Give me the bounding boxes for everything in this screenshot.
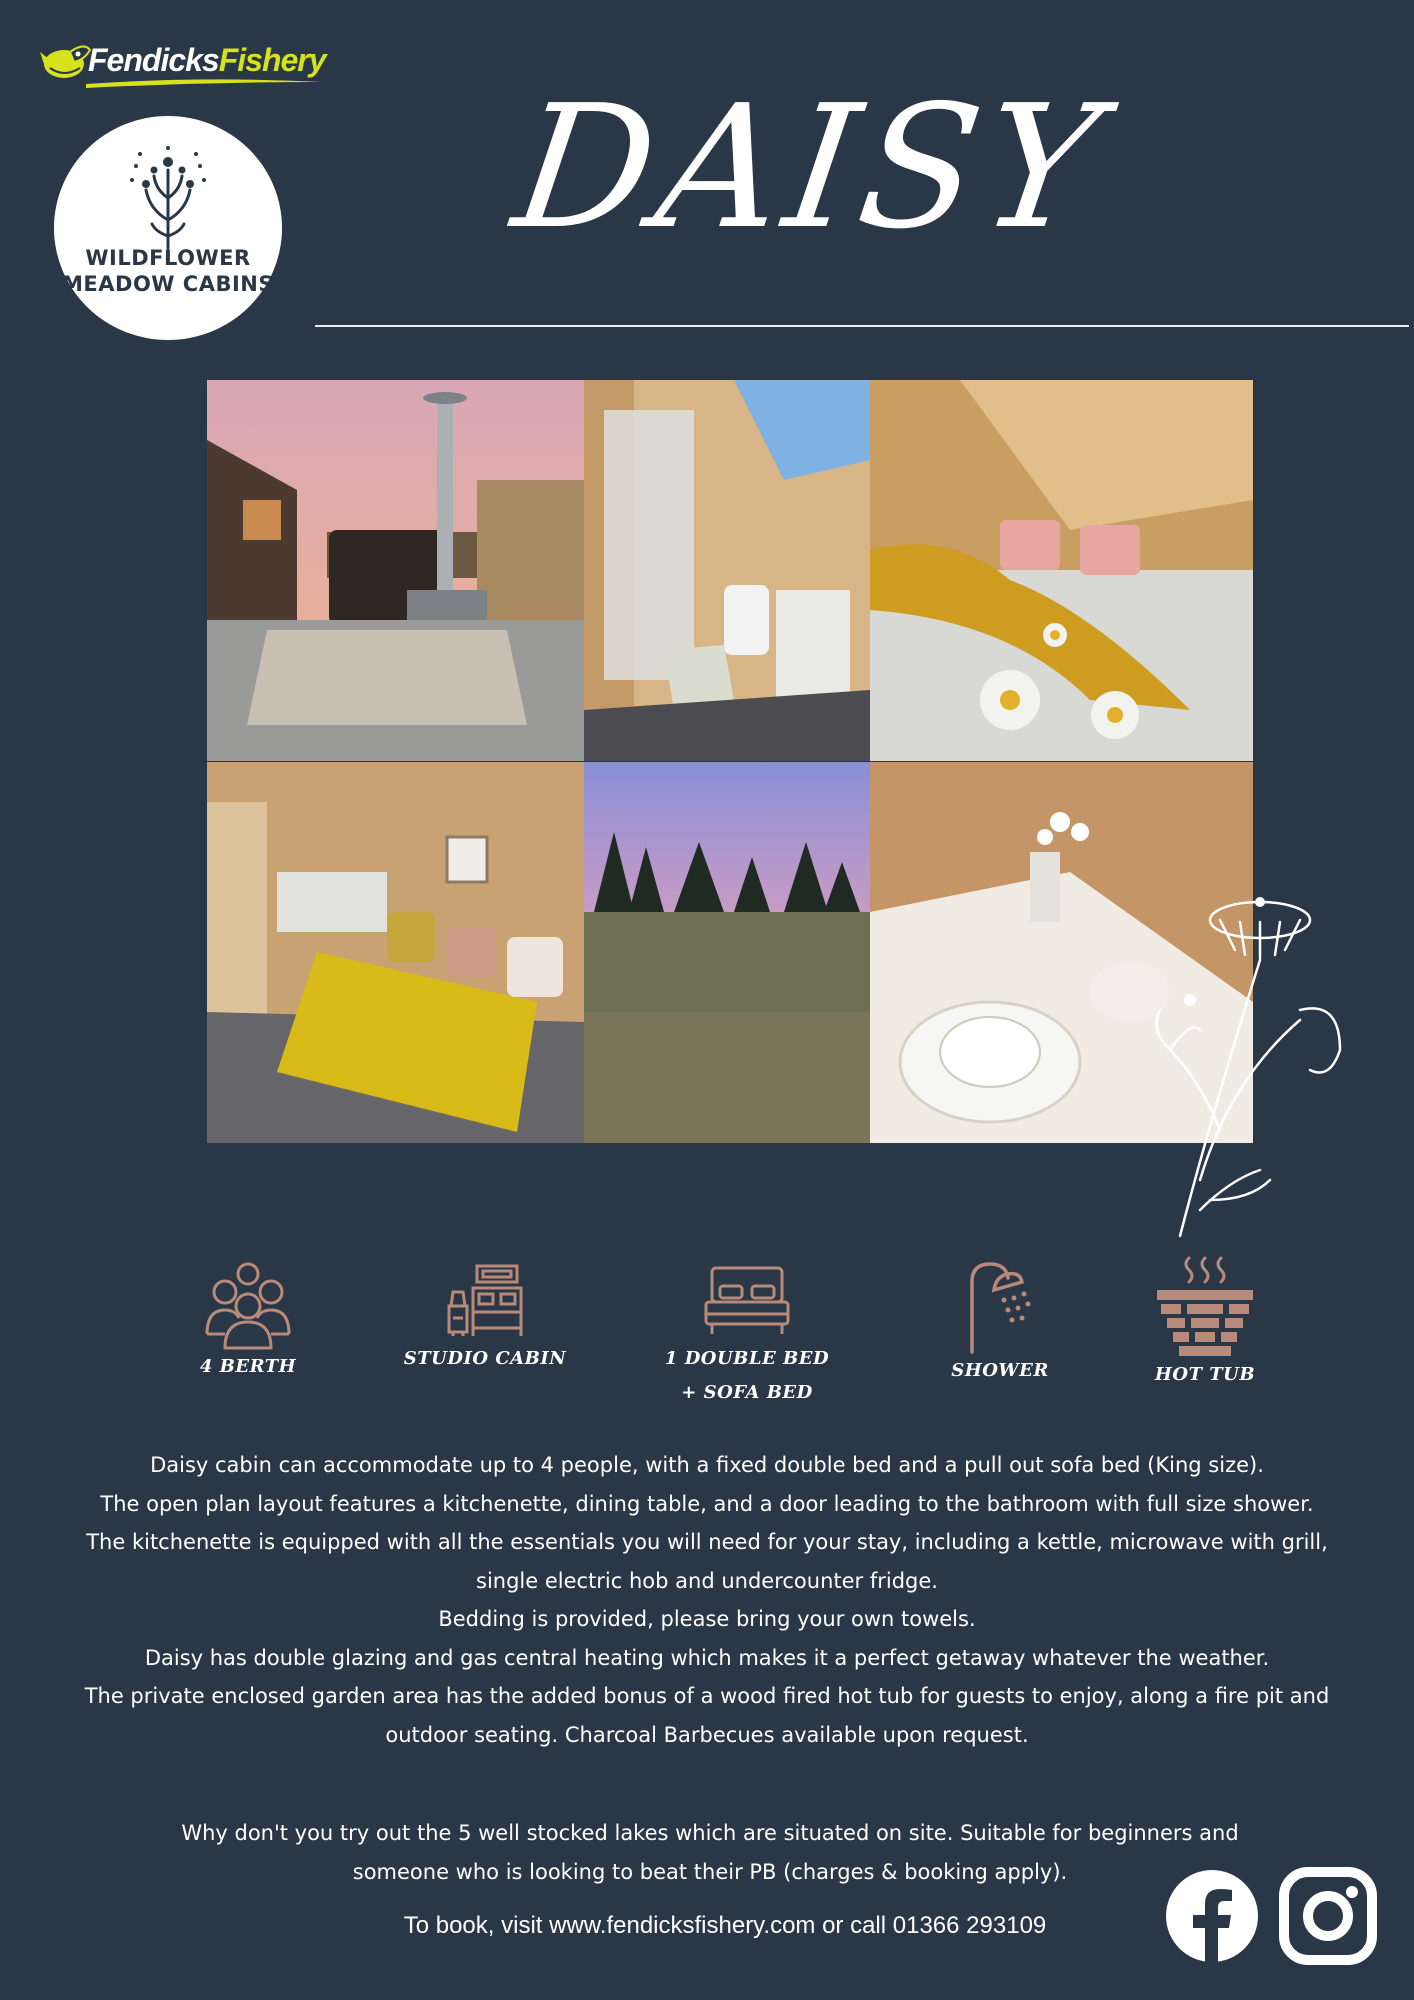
amenity-shower (925, 1258, 1075, 1388)
wildflower-meadow-cabins-logo (54, 116, 282, 340)
shower-icon (960, 1258, 1040, 1354)
facebook-icon[interactable] (1166, 1870, 1258, 1962)
wildflower-sprig-icon (126, 140, 210, 250)
description-paragraph: Bedding is provided, please bring your own towels. (438, 1607, 976, 1631)
amenity-studio-cabin (385, 1262, 585, 1376)
photo-hot-tub-garden (207, 380, 584, 761)
amenity-label: SHOWER (951, 1360, 1049, 1381)
photo-double-bed (870, 380, 1253, 761)
description-paragraph: Daisy cabin can accommodate up to 4 people, with a fixed double bed and a pull out sofa bed (King size). (150, 1453, 1264, 1477)
amenity-hot-tub (1125, 1254, 1285, 1392)
cabin-icon (445, 1262, 525, 1342)
photo-trees-sunset (584, 762, 870, 1143)
amenity-label: 1 DOUBLE BED (664, 1348, 830, 1369)
amenity-label-secondary: + SOFA BED (681, 1382, 813, 1403)
photo-sofa-bed (207, 762, 584, 1143)
hot-tub-icon (1155, 1254, 1255, 1358)
lakes-info (80, 1814, 1340, 1892)
badge-line1: WILDFLOWER (85, 246, 251, 270)
brand-name: FendicksFishery (88, 42, 326, 78)
instagram-icon[interactable] (1278, 1866, 1378, 1966)
amenity-label: STUDIO CABIN (403, 1348, 567, 1369)
double-bed-icon (702, 1262, 792, 1342)
amenity-double-bed (650, 1262, 844, 1410)
title-divider (315, 325, 1409, 327)
description-paragraph: The kitchenette is equipped with all the essentials you will need for your stay, including a kettle, microwave with grill, single electric hob and undercounter fridge. (86, 1530, 1328, 1593)
people-icon (203, 1262, 293, 1350)
amenity-label: 4 BERTH (199, 1356, 297, 1377)
description-paragraph: The open plan layout features a kitchenette, dining table, and a door leading to the bathroom with full size shower. (100, 1491, 1314, 1516)
booking-info[interactable]: To book, visit www.fendicksfishery.com or call 01366 293109 (403, 1912, 1047, 1939)
description-paragraph: Daisy has double glazing and gas central heating which makes it a perfect getaway whatever the weather. (144, 1645, 1270, 1670)
description-paragraph: The private enclosed garden area has the added bonus of a wood fired hot tub for guests to enjoy, along a fire pit and outdoor seating. Charcoal Barbecues available upon request. (84, 1684, 1330, 1747)
page-title: DAISY (503, 69, 1117, 267)
lakes-line: someone who is looking to beat their PB (charges & booking apply). (352, 1860, 1068, 1884)
daisy-line-art-icon (1140, 880, 1350, 1240)
cabin-description (52, 1446, 1362, 1754)
photo-bathroom (584, 380, 870, 761)
lakes-line: Why don't you try out the 5 well stocked lakes which are situated on site. Suitable for beginners and (181, 1821, 1239, 1845)
amenity-label: HOT TUB (1154, 1364, 1256, 1385)
amenity-4-berth (178, 1262, 318, 1384)
fendicks-fishery-logo[interactable] (40, 36, 326, 88)
badge-line2: MEADOW CABINS (62, 272, 274, 296)
brand-swoosh (84, 78, 324, 88)
